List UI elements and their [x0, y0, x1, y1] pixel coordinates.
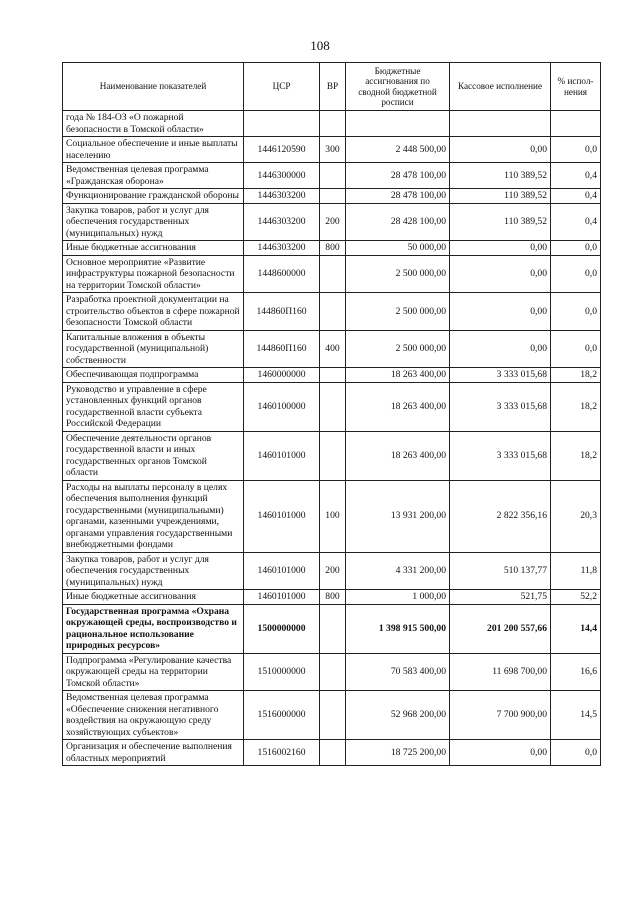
cell-cash-execution: 3 333 015,68: [450, 368, 551, 383]
table-row: [63, 590, 601, 605]
cell-name: Обеспечивающая подпрограмма: [63, 368, 244, 383]
cell-percent: 0,0: [551, 293, 601, 331]
page-number: 108: [310, 38, 330, 53]
cell-percent: 0,0: [551, 740, 601, 766]
cell-name: Обеспечение деятельности органов государственной власти и иных государственных органов Томской области: [63, 431, 244, 480]
cell-cash-execution: 510 137,77: [450, 552, 551, 590]
cell-csr: 144860П160: [244, 330, 320, 368]
table-row: [63, 368, 601, 383]
cell-cash-execution: 2 822 356,16: [450, 480, 551, 552]
cell-name: Разработка проектной документации на строительство объектов в сфере пожарной безопасности Томской области: [63, 293, 244, 331]
cell-vr: [320, 111, 346, 137]
cell-assignments: 4 331 200,00: [346, 552, 450, 590]
table-row: [63, 163, 601, 189]
cell-percent: 52,2: [551, 590, 601, 605]
cell-vr: [320, 163, 346, 189]
cell-csr: 144860П160: [244, 293, 320, 331]
cell-assignments: [346, 111, 450, 137]
cell-csr: 1460000000: [244, 368, 320, 383]
cell-name: Закупка товаров, работ и услуг для обеспечения государственных (муниципальных) нужд: [63, 203, 244, 241]
table-row: [63, 552, 601, 590]
cell-vr: [320, 431, 346, 480]
cell-vr: 300: [320, 137, 346, 163]
cell-vr: 800: [320, 590, 346, 605]
cell-assignments: 28 428 100,00: [346, 203, 450, 241]
cell-csr: 1446303200: [244, 241, 320, 256]
cell-vr: 200: [320, 552, 346, 590]
cell-percent: 0,4: [551, 189, 601, 204]
table-row: [63, 480, 601, 552]
cell-vr: 800: [320, 241, 346, 256]
cell-name: Закупка товаров, работ и услуг для обеспечения государственных (муниципальных) нужд: [63, 552, 244, 590]
cell-cash-execution: 3 333 015,68: [450, 431, 551, 480]
cell-cash-execution: 110 389,52: [450, 163, 551, 189]
budget-table: [62, 62, 601, 766]
header-vr: ВР: [320, 63, 346, 111]
cell-cash-execution: 201 200 557,66: [450, 604, 551, 653]
cell-vr: [320, 189, 346, 204]
cell-cash-execution: 0,00: [450, 740, 551, 766]
cell-cash-execution: 110 389,52: [450, 203, 551, 241]
cell-csr: 1460101000: [244, 590, 320, 605]
cell-percent: 18,2: [551, 368, 601, 383]
cell-name: Социальное обеспечение и иные выплаты населению: [63, 137, 244, 163]
table-row: [63, 653, 601, 691]
table-body: [63, 111, 601, 766]
cell-percent: 0,0: [551, 241, 601, 256]
cell-cash-execution: 0,00: [450, 255, 551, 293]
cell-csr: 1460101000: [244, 552, 320, 590]
header-name: Наименование показателей: [63, 63, 244, 111]
cell-csr: 1446300000: [244, 163, 320, 189]
table-row: [63, 111, 601, 137]
table-row: [63, 740, 601, 766]
cell-percent: 18,2: [551, 431, 601, 480]
cell-percent: 16,6: [551, 653, 601, 691]
cell-vr: [320, 382, 346, 431]
cell-csr: 1446120590: [244, 137, 320, 163]
cell-assignments: 2 500 000,00: [346, 330, 450, 368]
cell-vr: [320, 604, 346, 653]
cell-cash-execution: 0,00: [450, 293, 551, 331]
cell-name: Подпрограмма «Регулирование качества окружающей среды на территории Томской области»: [63, 653, 244, 691]
cell-assignments: 50 000,00: [346, 241, 450, 256]
cell-percent: 0,0: [551, 330, 601, 368]
cell-vr: [320, 653, 346, 691]
cell-vr: [320, 691, 346, 740]
cell-csr: 1460101000: [244, 431, 320, 480]
table-row: [63, 137, 601, 163]
cell-csr: 1510000000: [244, 653, 320, 691]
cell-csr: 1446303200: [244, 203, 320, 241]
table-row: [63, 255, 601, 293]
table-row: [63, 691, 601, 740]
cell-assignments: 2 500 000,00: [346, 255, 450, 293]
table-row: [63, 293, 601, 331]
cell-assignments: 70 583 400,00: [346, 653, 450, 691]
cell-name: Функционирование гражданской обороны: [63, 189, 244, 204]
cell-vr: [320, 255, 346, 293]
table-row: [63, 431, 601, 480]
header-cash-execution: Кассовое исполнение: [450, 63, 551, 111]
table-row: [63, 189, 601, 204]
table-row: [63, 330, 601, 368]
cell-cash-execution: 11 698 700,00: [450, 653, 551, 691]
cell-csr: 1448600000: [244, 255, 320, 293]
cell-assignments: 28 478 100,00: [346, 189, 450, 204]
cell-cash-execution: 0,00: [450, 137, 551, 163]
table-row: [63, 382, 601, 431]
cell-vr: 400: [320, 330, 346, 368]
cell-assignments: 18 263 400,00: [346, 431, 450, 480]
cell-assignments: 13 931 200,00: [346, 480, 450, 552]
cell-percent: 0,0: [551, 255, 601, 293]
cell-percent: 0,4: [551, 203, 601, 241]
cell-percent: 18,2: [551, 382, 601, 431]
cell-assignments: 18 725 200,00: [346, 740, 450, 766]
cell-vr: [320, 293, 346, 331]
table-row: [63, 604, 601, 653]
cell-name: Капитальные вложения в объекты государственной (муниципальной) собственности: [63, 330, 244, 368]
cell-name: Основное мероприятие «Развитие инфраструктуры пожарной безопасности на территории Томской области»: [63, 255, 244, 293]
cell-percent: 14,5: [551, 691, 601, 740]
cell-csr: 1446303200: [244, 189, 320, 204]
header-csr: ЦСР: [244, 63, 320, 111]
table-row: [63, 203, 601, 241]
cell-vr: 100: [320, 480, 346, 552]
cell-assignments: 2 500 000,00: [346, 293, 450, 331]
cell-name: года № 184-ОЗ «О пожарной безопасности в Томской области»: [63, 111, 244, 137]
cell-assignments: 18 263 400,00: [346, 382, 450, 431]
cell-name: Организация и обеспечение выполнения областных мероприятий: [63, 740, 244, 766]
cell-assignments: 18 263 400,00: [346, 368, 450, 383]
cell-name: Иные бюджетные ассигнования: [63, 241, 244, 256]
cell-name: Ведомственная целевая программа «Обеспечение снижения негативного воздействия на окружающую среду хозяйствующих субъектов»: [63, 691, 244, 740]
cell-name: Руководство и управление в сфере установленных функций органов государственной власти субъекта Российской Федерации: [63, 382, 244, 431]
cell-cash-execution: 110 389,52: [450, 189, 551, 204]
cell-cash-execution: 3 333 015,68: [450, 382, 551, 431]
cell-cash-execution: 7 700 900,00: [450, 691, 551, 740]
cell-csr: 1460101000: [244, 480, 320, 552]
cell-csr: 1460100000: [244, 382, 320, 431]
cell-assignments: 28 478 100,00: [346, 163, 450, 189]
cell-percent: 14,4: [551, 604, 601, 653]
cell-vr: [320, 368, 346, 383]
cell-cash-execution: 0,00: [450, 241, 551, 256]
header-assignments: Бюджетные ассигнования по сводной бюджетной росписи: [346, 63, 450, 111]
cell-cash-execution: 521,75: [450, 590, 551, 605]
cell-vr: [320, 740, 346, 766]
cell-name: Ведомственная целевая программа «Гражданская оборона»: [63, 163, 244, 189]
cell-percent: [551, 111, 601, 137]
cell-name: Государственная программа «Охрана окружающей среды, воспроизводство и рациональное использование природных ресурсов»: [63, 604, 244, 653]
cell-assignments: 1 000,00: [346, 590, 450, 605]
cell-percent: 11,8: [551, 552, 601, 590]
cell-assignments: 1 398 915 500,00: [346, 604, 450, 653]
cell-assignments: 2 448 500,00: [346, 137, 450, 163]
cell-csr: 1500000000: [244, 604, 320, 653]
table-row: [63, 241, 601, 256]
cell-csr: 1516002160: [244, 740, 320, 766]
cell-percent: 20,3: [551, 480, 601, 552]
cell-vr: 200: [320, 203, 346, 241]
cell-cash-execution: 0,00: [450, 330, 551, 368]
cell-csr: 1516000000: [244, 691, 320, 740]
cell-name: Расходы на выплаты персоналу в целях обеспечения выполнения функций государственными (муниципальными) органами, казенными учреждениями, органами управления государственными внебюджетными фондами: [63, 480, 244, 552]
cell-name: Иные бюджетные ассигнования: [63, 590, 244, 605]
cell-percent: 0,4: [551, 163, 601, 189]
cell-csr: [244, 111, 320, 137]
cell-assignments: 52 968 200,00: [346, 691, 450, 740]
cell-cash-execution: [450, 111, 551, 137]
table-header-row: [63, 63, 601, 111]
cell-percent: 0,0: [551, 137, 601, 163]
header-percent: % испол-нения: [551, 63, 601, 111]
